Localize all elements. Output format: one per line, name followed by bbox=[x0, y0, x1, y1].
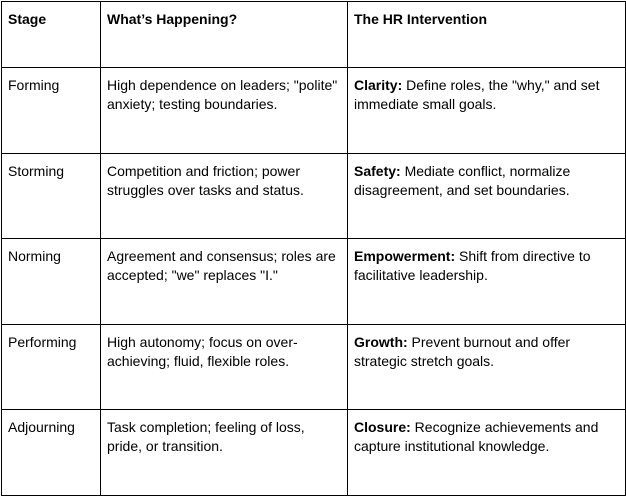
intervention-lead: Closure: bbox=[354, 419, 411, 436]
stage-cell: Adjourning bbox=[2, 410, 101, 496]
stage-cell: Forming bbox=[2, 68, 101, 154]
intervention-lead: Safety: bbox=[354, 162, 401, 179]
table-row bbox=[2, 68, 626, 154]
happening-cell: Task completion; feeling of loss, pride, or transition. bbox=[101, 410, 348, 496]
table-row bbox=[2, 324, 626, 410]
intervention-text: Shift from directive to facilitative leadership. bbox=[354, 248, 591, 284]
header-row bbox=[2, 2, 626, 68]
table-row bbox=[2, 410, 626, 496]
table-row bbox=[2, 153, 626, 239]
happening-cell: High dependence on leaders; "polite" anxiety; testing boundaries. bbox=[101, 68, 348, 154]
intervention-cell bbox=[348, 410, 626, 496]
intervention-lead: Growth: bbox=[354, 333, 408, 350]
happening-cell: Agreement and consensus; roles are accepted; "we" replaces "I." bbox=[101, 239, 348, 325]
happening-cell: High autonomy; focus on over-achieving; fluid, flexible roles. bbox=[101, 324, 348, 410]
intervention-text: Mediate conflict, normalize disagreement, and set boundaries. bbox=[354, 162, 571, 198]
intervention-cell bbox=[348, 239, 626, 325]
intervention-cell bbox=[348, 153, 626, 239]
intervention-lead: Clarity: bbox=[354, 77, 403, 93]
stages-table bbox=[1, 1, 626, 496]
intervention-text: Prevent burnout and offer strategic stretch goals. bbox=[354, 333, 571, 369]
intervention-text: Recognize achievements and capture institutional knowledge. bbox=[354, 419, 599, 455]
header-whats-happening: What’s Happening? bbox=[101, 2, 348, 68]
intervention-cell bbox=[348, 68, 626, 154]
table-row bbox=[2, 239, 626, 325]
stage-cell: Norming bbox=[2, 239, 101, 325]
happening-cell: Competition and friction; power struggles over tasks and status. bbox=[101, 153, 348, 239]
header-stage: Stage bbox=[2, 2, 101, 68]
stage-cell: Performing bbox=[2, 324, 101, 410]
intervention-cell bbox=[348, 324, 626, 410]
intervention-text: Define roles, the "why," and set immediate small goals. bbox=[354, 77, 600, 112]
header-hr-intervention: The HR Intervention bbox=[348, 2, 626, 68]
intervention-lead: Empowerment: bbox=[354, 248, 456, 265]
stage-cell: Storming bbox=[2, 153, 101, 239]
